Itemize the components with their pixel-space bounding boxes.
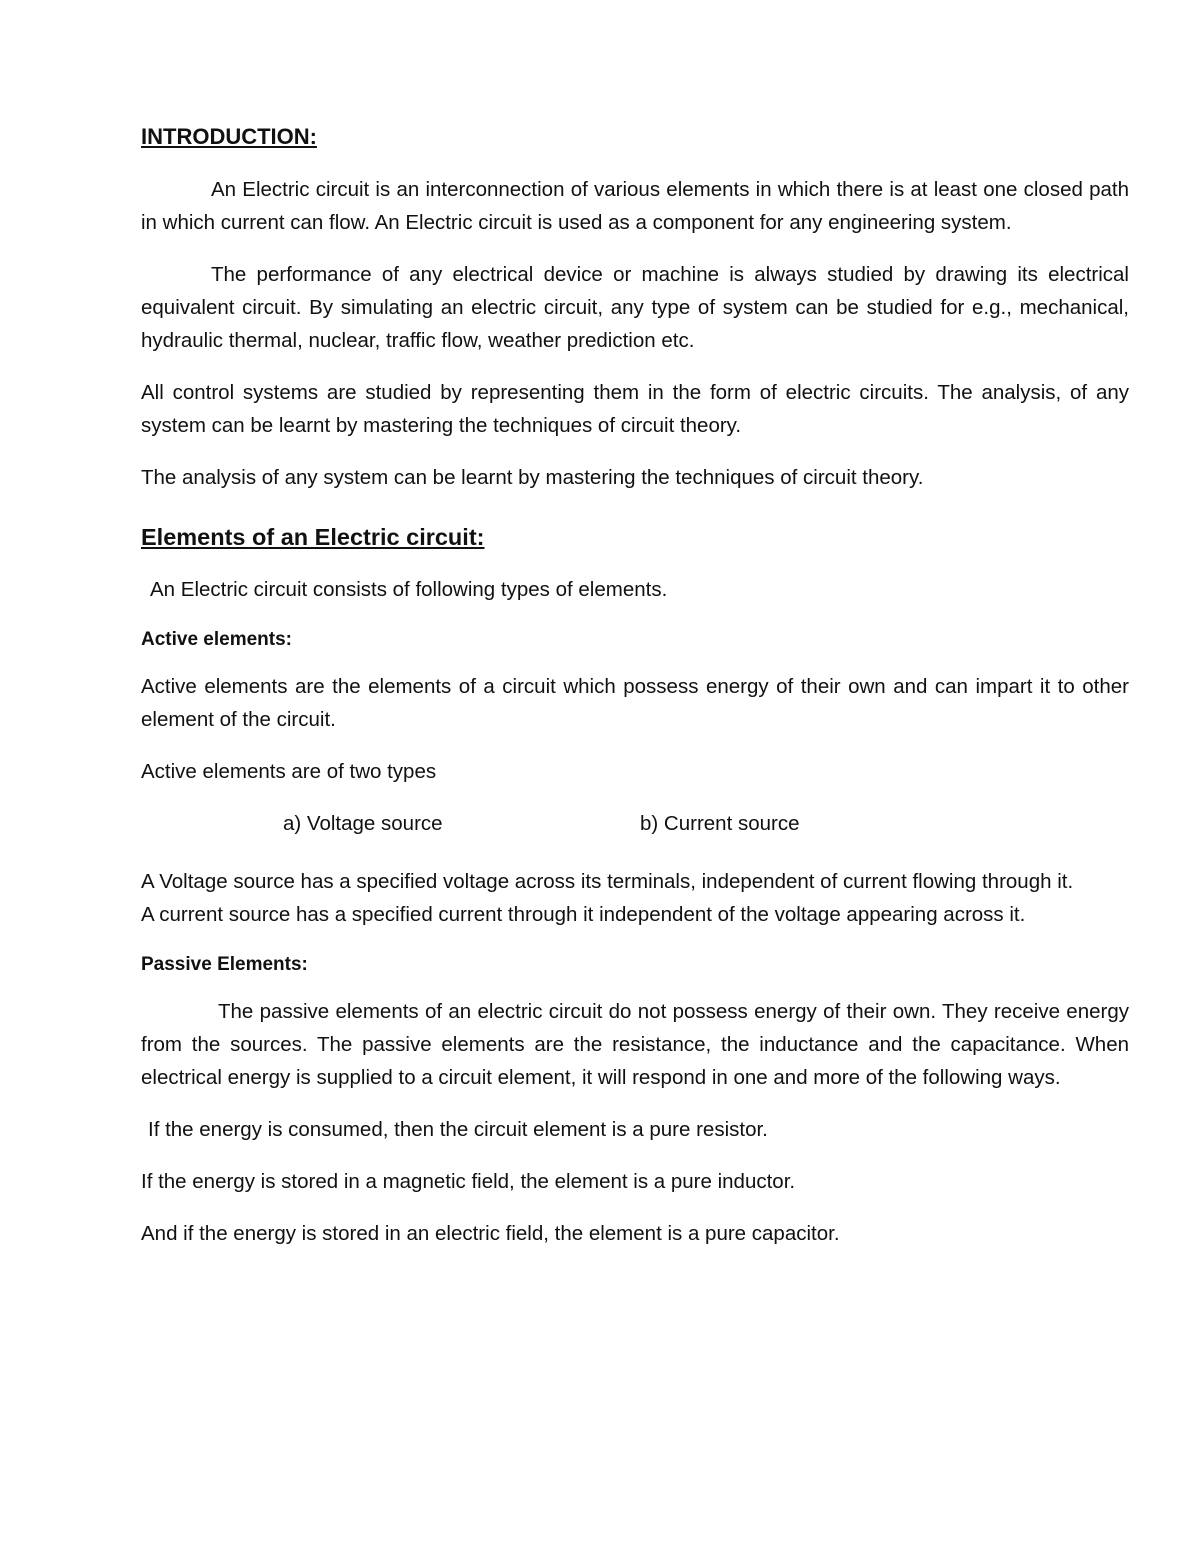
type-voltage-source: a) Voltage source <box>283 812 443 835</box>
intro-paragraph-3: All control systems are studied by representing them in the form of electric circuits. The analysis, of any system can be learnt by mastering the techniques of circuit theory. <box>141 381 1129 437</box>
current-source-description: A current source has a specified current through it independent of the voltage appearing across it. <box>141 903 1026 926</box>
heading-active-elements: Active elements: <box>141 629 293 650</box>
passive-paragraph-2: If the energy is consumed, then the circuit element is a pure resistor. <box>148 1118 768 1141</box>
heading-elements: Elements of an Electric circuit: <box>141 524 485 550</box>
intro-paragraph-1: An Electric circuit is an interconnection of various elements in which there is at least one closed path in which current can flow. An Electric circuit is used as a component for any engineering system. <box>141 178 1129 234</box>
passive-paragraph-1: The passive elements of an electric circuit do not possess energy of their own. They receive energy from the sources. The passive elements are the resistance, the inductance and the capacitance. When electrical energy is supplied to a circuit element, it will respond in one and more of the following ways. <box>141 1000 1129 1089</box>
intro-paragraph-4: The analysis of any system can be learnt by mastering the techniques of circuit theory. <box>141 466 924 489</box>
heading-passive-elements: Passive Elements: <box>141 954 308 975</box>
active-paragraph-1: Active elements are the elements of a circuit which possess energy of their own and can impart it to other element of the circuit. <box>141 675 1129 731</box>
heading-introduction: INTRODUCTION: <box>141 124 317 149</box>
passive-paragraph-4: And if the energy is stored in an electric field, the element is a pure capacitor. <box>141 1222 840 1245</box>
passive-paragraph-3: If the energy is stored in a magnetic field, the element is a pure inductor. <box>141 1170 796 1193</box>
active-types-list <box>141 807 1129 840</box>
active-paragraph-2: Active elements are of two types <box>141 760 437 783</box>
type-current-source: b) Current source <box>640 812 800 835</box>
voltage-source-description: A Voltage source has a specified voltage across its terminals, independent of current flowing through it. <box>141 870 1074 893</box>
elements-intro: An Electric circuit consists of following types of elements. <box>150 578 668 601</box>
intro-paragraph-2: The performance of any electrical device or machine is always studied by drawing its electrical equivalent circuit. By simulating an electric circuit, any type of system can be studied for e.g., mechanical, hydraulic thermal, nuclear, traffic flow, weather prediction etc. <box>141 263 1129 352</box>
document-body <box>141 122 1129 1269</box>
